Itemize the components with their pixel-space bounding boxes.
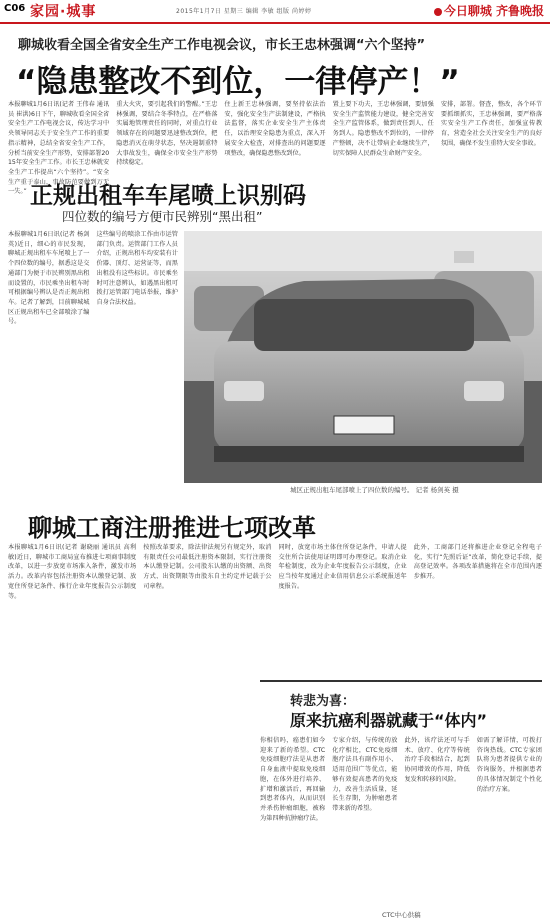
article4-column: 专家介绍，与传统的放化疗相比，CTC免疫细胞疗法具有副作用小、适用范围广等优点，能够有效提高患者的免疫力，改善生活质量，延长生存期，为肿瘤患者带来新的希望。 — [332, 737, 398, 812]
article4-column: 此外，该疗法还可与手术、放疗、化疗等传统治疗手段相结合，起到协同增效的作用，降低复发和转移的风险。 — [404, 737, 470, 783]
article1-column: 本报聊城1月6日讯(记者 王伟春 通讯员 崔洪)6日下午，聊城收看全国全省安全生产工作电视会议，传达学习中央领导同志关于安全生产工作的重要指示精神，总结全省安全生产工作，分析当前安全生产形势，安排部署2015年安全生产工作。市长王忠林就安全生产工作提出“六个坚持”。“安全生产重于泰山，事故防范要做到万无一失。” — [8, 101, 110, 196]
article4-credit: CTC中心供稿 — [382, 911, 421, 919]
article4-body — [260, 736, 542, 908]
newspaper-logo — [434, 2, 544, 19]
article1-column: 住上新王忠林强调，要坚持依法治安，强化安全生产法制建设，严格执法监督，落实企业安全生产主体责任，以治理安全隐患为重点，深入开展安全大检查，对排查出的问题要逐项整改，确保隐患整改到位。 — [224, 101, 326, 157]
article1-column: 重大火灾，要引起我们的警醒。”王忠林强调，要结合冬季特点，在严格落实属地管理责任的同时，对重点行业领域存在的问题要迅速整改到位，把隐患消灭在萌芽状态，坚决遏制重特大事故发生，确保全市安全生产形势持续稳定。 — [116, 101, 218, 167]
article3-body — [8, 543, 542, 673]
article1-title: “隐患整改不到位，一律停产！” — [16, 64, 460, 100]
article2-column: 这些编号的喷涂工作由市运管部门负责。运管部门工作人员介绍，正规出租车均安装有计价器、顶灯、运营证等，而黑出租没有这些标识。市民乘坐时可注意辨认，如遇黑出租可拨打运管部门电话举报，维护自身合法权益。 — [96, 231, 178, 306]
section-divider — [260, 680, 542, 682]
photo-caption: 城区正规出租车尾部喷上了四位数的编号。 记者 杨剑英 摄 — [290, 486, 459, 494]
taxi-photo-illustration — [184, 231, 542, 483]
article1-column: 安排，部署。督查，整改，各个环节要抓细抓实，王忠林强调，要严格落实安全生产工作责任，加强宣传教育，营造全社会关注安全生产的良好氛围，确保不发生重特大安全事故。 — [440, 101, 543, 147]
article2-title: 正规出租车车尾喷上识别码 — [30, 183, 306, 209]
article2-body — [8, 230, 178, 488]
article1-subtitle: 聊城收看全国全省安全生产工作电视会议，市长王忠林强调“六个坚持” — [18, 38, 426, 53]
article1-column: 置上要下功夫，王忠林强调，要加强安全生产监管能力建设，健全完善安全生产监管体系，做到责任到人、任务到人。隐患整改不到位的，一律停产整顿，决不让带病企业继续生产，切实保障人民群众生命财产安全。 — [332, 101, 434, 157]
article4-column: 如需了解详情，可拨打咨询热线。CTC专家团队将为患者提供专业的咨询服务，并根据患者的具体情况制定个性化的治疗方案。 — [476, 737, 542, 793]
issue-info: 2015年1月7日 星期三 编辑 李敏 组版 尚婷婷 — [176, 8, 312, 15]
taxi-photo — [184, 231, 542, 483]
article3-column: 同时，放宽市场主体住所登记条件，申请人提交住所合法使用证明即可办理登记。取消企业年检制度，改为企业年度报告公示制度，企业应当按年度通过企业信用信息公示系统报送年度报告。 — [278, 544, 407, 590]
page-number: C06 — [4, 3, 26, 14]
article3-column: 按照改革要求，除法律法规另有规定外，取消有限责任公司最低注册资本限制，实行注册资本认缴登记制。公司股东认缴的出资额、出资方式、出资期限等由股东自主约定并记载于公司章程。 — [143, 544, 272, 590]
section-title: 家园·城事 — [30, 4, 97, 20]
article2-subtitle: 四位数的编号方便市民辨别“黑出租” — [62, 209, 263, 224]
article3-title: 聊城工商注册推进七项改革 — [28, 514, 316, 542]
logo-text: 今日聊城 齐鲁晚报 — [443, 4, 544, 18]
article4-column: 你相信吗，癌患们如今迎来了新的希望。CTC免疫细胞疗法是从患者自身血液中提取免疫细胞，在体外进行培养、扩增和激活后，再回输到患者体内，从而识别并杀伤肿瘤细胞，被称为第四种抗肿瘤疗法。 — [260, 737, 326, 822]
article3-column: 此外，工商部门还将推进企业登记全程电子化，实行“先照后证”改革，简化登记手续，提高登记效率。各项改革措施将在全市范围内逐步推开。 — [413, 544, 542, 581]
page-header — [0, 0, 550, 24]
article3-column: 本报聊城1月6日讯(记者 谢晓丽 通讯员 高利敏)近日，聊城市工商局宣布推进七项商事制度改革，以进一步放宽市场准入条件，激发市场活力。改革内容包括注册资本认缴登记制、放宽住所登记条件、推行企业年度报告公示制度等。 — [8, 544, 137, 600]
logo-icon — [434, 8, 442, 16]
article4-title: 原来抗癌利器就藏于“体内” — [290, 711, 488, 730]
article2-column: 本报聊城1月6日讯(记者 杨剑英)近日，细心的市民发现，聊城正规出租车车尾喷上了一个四位数的编号，据悉这是交通部门为便于市民辨别黑出租而设置的，市民乘坐出租车时可根据编号辨认是否正规出租车。记者了解到，目前聊城城区正规出租车已全部喷涂了编号。 — [8, 231, 90, 326]
article4-kicker: 转悲为喜： — [290, 694, 356, 709]
